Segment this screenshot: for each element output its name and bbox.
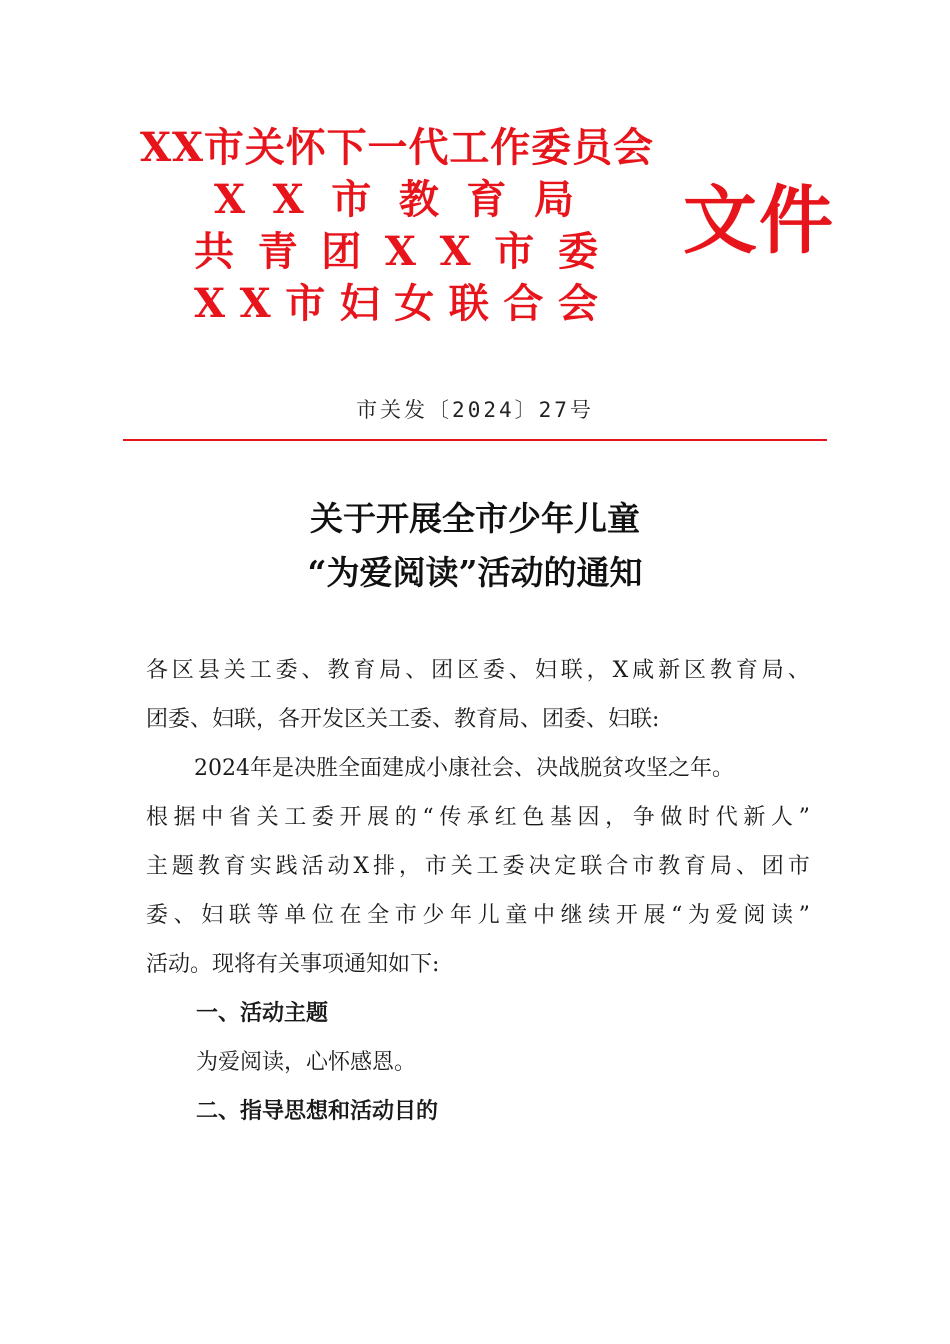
glyph: 怀 xyxy=(285,124,325,171)
glyph: 年 xyxy=(450,903,473,928)
glyph: 各 xyxy=(146,658,169,683)
glyph: 位 xyxy=(311,903,334,928)
glyph: 全 xyxy=(367,903,390,928)
paragraph-line xyxy=(146,793,810,842)
glyph: 根 xyxy=(146,805,169,830)
glyph: 决 xyxy=(528,854,551,879)
document-body xyxy=(146,646,810,1136)
glyph: 区 xyxy=(457,658,480,683)
glyph: 单 xyxy=(284,903,307,928)
issuer-line xyxy=(130,226,660,278)
glyph: 团 xyxy=(431,658,454,683)
document-title xyxy=(0,492,950,600)
title-line: 关于开展全市少年儿童 xyxy=(310,499,640,538)
glyph: 作 xyxy=(490,124,530,171)
section-heading: 一、活动主题 xyxy=(196,1001,329,1026)
glyph: 争 xyxy=(632,805,655,830)
title-line: “为爱阅读”活动的通知 xyxy=(307,553,643,592)
glyph: 委 xyxy=(146,903,169,928)
glyph: 区 xyxy=(684,658,707,683)
glyph: 新 xyxy=(743,805,766,830)
glyph: 色 xyxy=(522,805,545,830)
glyph: 工 xyxy=(284,805,307,830)
glyph: 工 xyxy=(249,658,272,683)
glyph: X xyxy=(384,228,416,275)
glyph: ” xyxy=(798,903,810,928)
glyph: 主 xyxy=(146,854,169,879)
glyph: 童 xyxy=(505,903,528,928)
glyph: 咸 xyxy=(632,658,655,683)
glyph: 会 xyxy=(557,280,598,327)
section-text: 为爱阅读，心怀感恩。 xyxy=(196,1050,417,1075)
glyph: 红 xyxy=(494,805,517,830)
glyph: “ xyxy=(422,805,434,830)
document-number: 市关发〔2024〕27号 xyxy=(356,398,594,422)
glyph: 的 xyxy=(394,805,417,830)
glyph: 续 xyxy=(588,903,611,928)
glyph: 联 xyxy=(560,658,583,683)
issuer-line xyxy=(130,278,660,330)
glyph: 共 xyxy=(194,228,234,275)
glyph: 育 xyxy=(466,176,507,223)
glyph: ” xyxy=(798,805,810,830)
glyph: 传 xyxy=(439,805,462,830)
glyph: 动 xyxy=(327,854,350,879)
glyph: 阅 xyxy=(743,903,766,928)
glyph: 爱 xyxy=(715,903,738,928)
glyph: 市 xyxy=(331,176,372,223)
glyph: 关 xyxy=(256,805,279,830)
glyph: 县 xyxy=(197,658,220,683)
glyph: 在 xyxy=(339,903,362,928)
glyph: 市 xyxy=(285,280,326,327)
glyph: 关 xyxy=(244,124,284,171)
paragraph-line: 2024年是决胜全面建成小康社会、决战脱贫攻坚之年。 xyxy=(194,756,734,781)
glyph: 委 xyxy=(482,658,505,683)
glyph: 育 xyxy=(353,658,376,683)
glyph: 做 xyxy=(660,805,683,830)
paragraph-line: 活动。现将有关事项通知如下: xyxy=(146,952,440,977)
glyph: 承 xyxy=(466,805,489,830)
section-heading: 二、指导思想和活动目的 xyxy=(196,1099,439,1124)
glyph: 题 xyxy=(171,854,194,879)
glyph: 为 xyxy=(688,903,711,928)
glyph: 下 xyxy=(326,124,366,171)
glyph: 市 xyxy=(203,124,243,171)
glyph: 实 xyxy=(249,854,272,879)
glyph: 继 xyxy=(560,903,583,928)
glyph: 团 xyxy=(321,228,362,275)
glyph: 联 xyxy=(228,903,251,928)
issuer-line xyxy=(130,122,660,174)
glyph: 委 xyxy=(531,124,571,171)
red-divider xyxy=(123,439,827,441)
glyph: 育 xyxy=(223,854,246,879)
glyph: 中 xyxy=(532,903,555,928)
glyph: 委 xyxy=(275,658,298,683)
glyph: X xyxy=(272,176,304,223)
glyph: 妇 xyxy=(201,903,224,928)
glyph: 排 xyxy=(372,854,395,879)
glyph: 工 xyxy=(476,854,499,879)
glyph: X xyxy=(439,228,471,275)
glyph: 、 xyxy=(508,658,531,683)
glyph: “ xyxy=(671,903,683,928)
glyph: 合 xyxy=(606,854,629,879)
glyph: 因 xyxy=(577,805,600,830)
glyph: 团 xyxy=(761,854,784,879)
glyph: 人 xyxy=(770,805,793,830)
glyph: X xyxy=(239,280,271,327)
glyph: 省 xyxy=(228,805,251,830)
glyph: 据 xyxy=(173,805,196,830)
glyph: 联 xyxy=(580,854,603,879)
glyph: 基 xyxy=(549,805,572,830)
glyph: 儿 xyxy=(477,903,500,928)
glyph: X xyxy=(140,124,171,171)
glyph: 员 xyxy=(572,124,612,171)
glyph: 、 xyxy=(301,658,324,683)
salutation-line: 团委、妇联，各开发区关工委、教育局、团委、妇联: xyxy=(146,707,660,732)
glyph: X xyxy=(171,124,202,171)
glyph: X xyxy=(353,854,370,879)
glyph: ， xyxy=(605,805,628,830)
glyph: 等 xyxy=(256,903,279,928)
glyph: 关 xyxy=(450,854,473,879)
glyph: 践 xyxy=(275,854,298,879)
glyph: 委 xyxy=(311,805,334,830)
glyph: 市 xyxy=(632,854,655,879)
glyph: 女 xyxy=(394,280,435,327)
paragraph-line xyxy=(146,891,810,940)
glyph: 代 xyxy=(715,805,738,830)
glyph: 工 xyxy=(449,124,489,171)
glyph: ， xyxy=(586,658,609,683)
glyph: 关 xyxy=(223,658,246,683)
glyph: 区 xyxy=(171,658,194,683)
glyph: 、 xyxy=(405,658,428,683)
glyph: X xyxy=(194,280,226,327)
glyph: 局 xyxy=(379,658,402,683)
glyph: 市 xyxy=(394,903,417,928)
glyph: 合 xyxy=(503,280,544,327)
glyph: 教 xyxy=(197,854,220,879)
glyph: 定 xyxy=(554,854,577,879)
glyph: 代 xyxy=(408,124,448,171)
glyph: 育 xyxy=(684,854,707,879)
glyph: 委 xyxy=(502,854,525,879)
glyph: 展 xyxy=(643,903,666,928)
glyph: 妇 xyxy=(534,658,557,683)
glyph: 教 xyxy=(327,658,350,683)
glyph: 教 xyxy=(709,658,732,683)
document-mark: 文件 xyxy=(683,178,835,264)
glyph: 一 xyxy=(367,124,407,171)
glyph: 育 xyxy=(735,658,758,683)
glyph: 教 xyxy=(398,176,439,223)
glyph: X xyxy=(214,176,246,223)
glyph: 、 xyxy=(735,854,758,879)
issuer-line xyxy=(130,174,660,226)
glyph: 时 xyxy=(688,805,711,830)
glyph: 中 xyxy=(201,805,224,830)
glyph: 青 xyxy=(257,228,298,275)
glyph: 局 xyxy=(709,854,732,879)
glyph: 展 xyxy=(367,805,390,830)
glyph: 市 xyxy=(424,854,447,879)
glyph: 开 xyxy=(615,903,638,928)
paragraph-line xyxy=(146,842,810,891)
glyph: 少 xyxy=(422,903,445,928)
glyph: 会 xyxy=(612,124,652,171)
glyph: 、 xyxy=(173,903,196,928)
salutation-line xyxy=(146,646,810,695)
glyph: ， xyxy=(398,854,421,879)
glyph: 、 xyxy=(787,658,810,683)
glyph: 委 xyxy=(557,228,598,275)
glyph: 活 xyxy=(301,854,324,879)
glyph: 局 xyxy=(533,176,574,223)
glyph: 开 xyxy=(339,805,362,830)
glyph: 教 xyxy=(658,854,681,879)
glyph: 读 xyxy=(770,903,793,928)
glyph: 局 xyxy=(761,658,784,683)
glyph: 联 xyxy=(448,280,489,327)
glyph: 市 xyxy=(787,854,810,879)
glyph: X xyxy=(612,658,629,683)
glyph: 新 xyxy=(658,658,681,683)
glyph: 市 xyxy=(494,228,535,275)
glyph: 妇 xyxy=(339,280,380,327)
issuer-block xyxy=(130,122,660,330)
